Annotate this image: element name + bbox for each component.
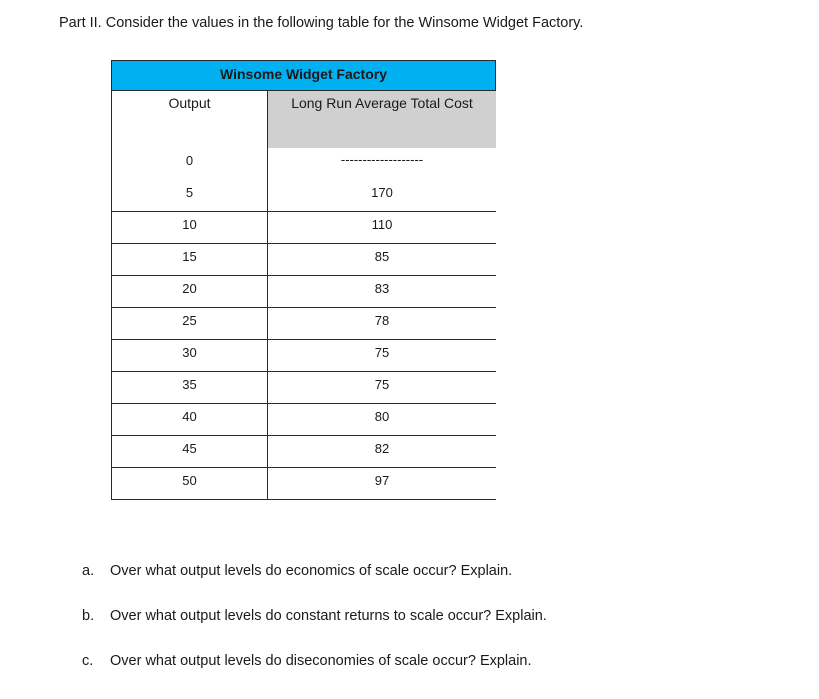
question-list: [82, 563, 547, 698]
table-header-row: [111, 91, 496, 148]
table-row: [111, 404, 496, 436]
question-text: Over what output levels do constant returns to scale occur? Explain.: [110, 608, 547, 624]
table-row: [111, 340, 496, 372]
question-label: c.: [82, 653, 94, 669]
question-label: b.: [82, 608, 95, 624]
output-cell: 50: [111, 468, 268, 500]
output-cell: 15: [111, 244, 268, 276]
output-cell: 0: [111, 148, 268, 180]
output-cell: 10: [111, 212, 268, 244]
cost-cell: 85: [268, 244, 496, 276]
question-item: [82, 608, 547, 653]
cost-cell: 75: [268, 340, 496, 372]
question-item: [82, 653, 547, 698]
cost-cell: 75: [268, 372, 496, 404]
page-heading: Part II. Consider the values in the following table for the Winsome Widget Factory.: [59, 15, 584, 31]
table-row: [111, 180, 496, 212]
cost-cell: 82: [268, 436, 496, 468]
output-cell: 30: [111, 340, 268, 372]
cost-cell: 97: [268, 468, 496, 500]
table-row: [111, 468, 496, 500]
output-cell: 35: [111, 372, 268, 404]
output-cell: 40: [111, 404, 268, 436]
table-row: [111, 212, 496, 244]
table-row: [111, 372, 496, 404]
output-cell: 20: [111, 276, 268, 308]
table-row: [111, 436, 496, 468]
output-cell: 25: [111, 308, 268, 340]
table-title: Winsome Widget Factory: [111, 60, 496, 91]
question-item: [82, 563, 547, 608]
output-cell: 5: [111, 180, 268, 212]
output-cell: 45: [111, 436, 268, 468]
column-header-cost: Long Run Average Total Cost: [268, 91, 496, 148]
table-row: [111, 244, 496, 276]
cost-cell: 170: [268, 180, 496, 212]
cost-cell: 110: [268, 212, 496, 244]
table-row: [111, 276, 496, 308]
cost-cell: 80: [268, 404, 496, 436]
table-row: [111, 148, 496, 180]
cost-table: [111, 60, 496, 500]
column-header-output: Output: [111, 91, 268, 148]
question-text: Over what output levels do economics of scale occur? Explain.: [110, 563, 513, 579]
table-row: [111, 308, 496, 340]
question-text: Over what output levels do diseconomies of scale occur? Explain.: [110, 653, 532, 669]
question-label: a.: [82, 563, 95, 579]
cost-cell: 78: [268, 308, 496, 340]
cost-cell: 83: [268, 276, 496, 308]
cost-cell: -------------------: [340, 152, 424, 167]
